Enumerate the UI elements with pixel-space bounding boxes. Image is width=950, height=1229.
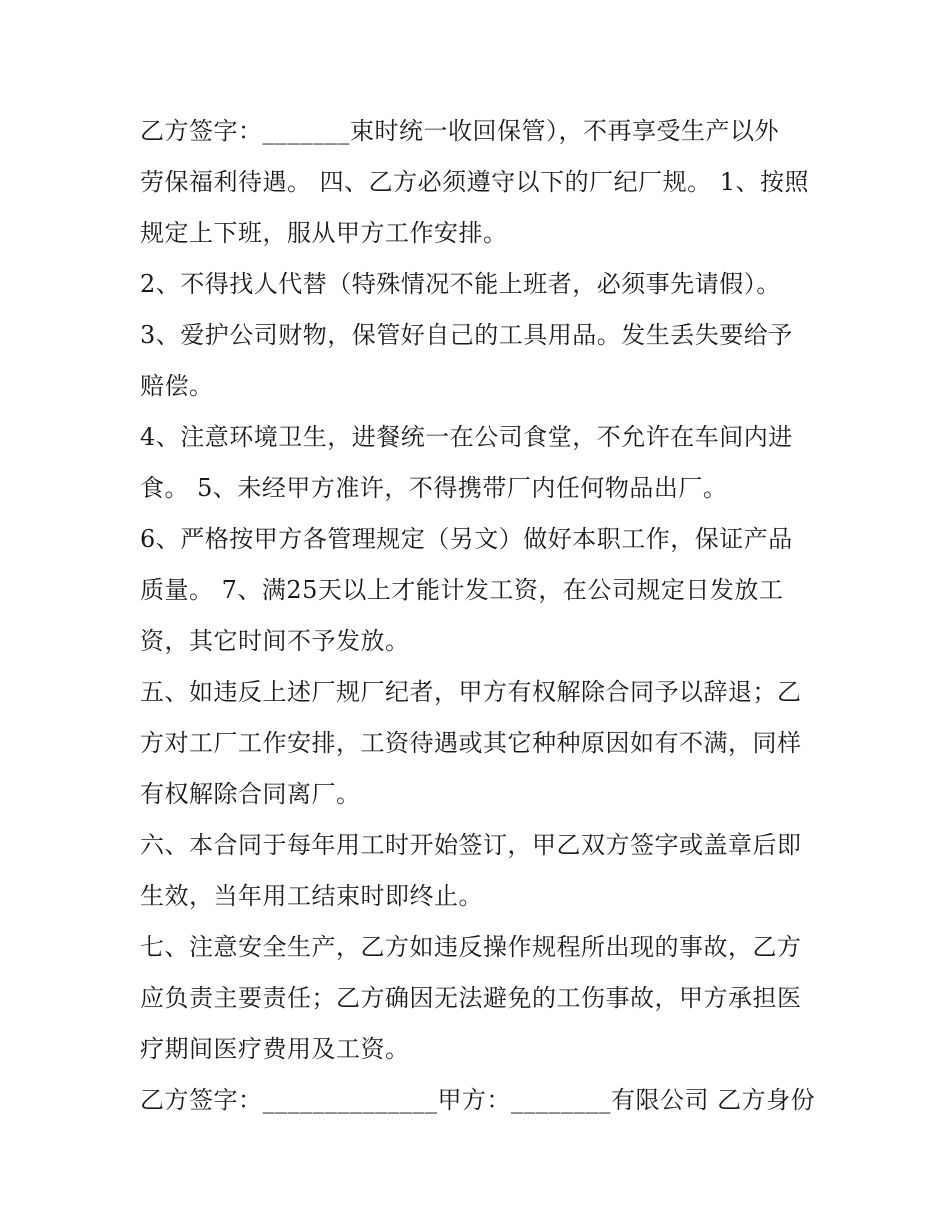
paragraph-rule-6-7	[140, 514, 820, 667]
text-line: 应负责主要责任；乙方确因无法避免的工伤事故，甲方承担医	[140, 984, 802, 1012]
text-line: 赔偿。	[140, 372, 214, 400]
text-line: 疗期间医疗费用及工资。	[140, 1035, 410, 1063]
text-line: 6、严格按甲方各管理规定（另文）做好本职工作，保证产品	[140, 525, 793, 553]
text-line: 规定上下班，服从甲方工作安排。	[140, 219, 508, 247]
text-line: 4、注意环境卫生，进餐统一在公司食堂，不允许在车间内进	[140, 423, 793, 451]
paragraph-section-7	[140, 922, 820, 1075]
text-line: 乙方签字：______________甲方：________有限公司 乙方身份	[140, 1086, 816, 1114]
text-line: 劳保福利待遇。 四、乙方必须遵守以下的厂纪厂规。 1、按照	[140, 168, 810, 196]
text-line: 七、注意安全生产，乙方如违反操作规程所出现的事故，乙方	[140, 933, 802, 961]
paragraph-rule-2	[140, 259, 820, 310]
paragraph-signature-welfare	[140, 106, 820, 259]
paragraph-rule-4-5	[140, 412, 820, 514]
text-line: 食。 5、未经甲方准许，不得携带厂内任何物品出厂。	[140, 474, 728, 502]
text-line: 五、如违反上述厂规厂纪者，甲方有权解除合同予以辞退；乙	[140, 678, 802, 706]
paragraph-signature-block	[140, 1075, 820, 1126]
text-line: 资，其它时间不予发放。	[140, 627, 410, 655]
text-line: 方对工厂工作安排，工资待遇或其它种种原因如有不满，同样	[140, 729, 802, 757]
paragraph-section-6	[140, 820, 820, 922]
contract-body	[140, 106, 820, 1126]
text-line: 有权解除合同离厂。	[140, 780, 361, 808]
text-line: 3、爱护公司财物，保管好自己的工具用品。发生丢失要给予	[140, 321, 793, 349]
text-line: 2、不得找人代替（特殊情况不能上班者，必须事先请假）。	[140, 270, 781, 298]
text-line: 乙方签字：_______束时统一收回保管），不再享受生产以外	[140, 117, 779, 145]
paragraph-rule-3	[140, 310, 820, 412]
paragraph-section-5	[140, 667, 820, 820]
text-line: 质量。 7、满25天以上才能计发工资，在公司规定日发放工	[140, 576, 784, 604]
text-line: 生效，当年用工结束时即终止。	[140, 882, 483, 910]
text-line: 六、本合同于每年用工时开始签订，甲乙双方签字或盖章后即	[140, 831, 802, 859]
